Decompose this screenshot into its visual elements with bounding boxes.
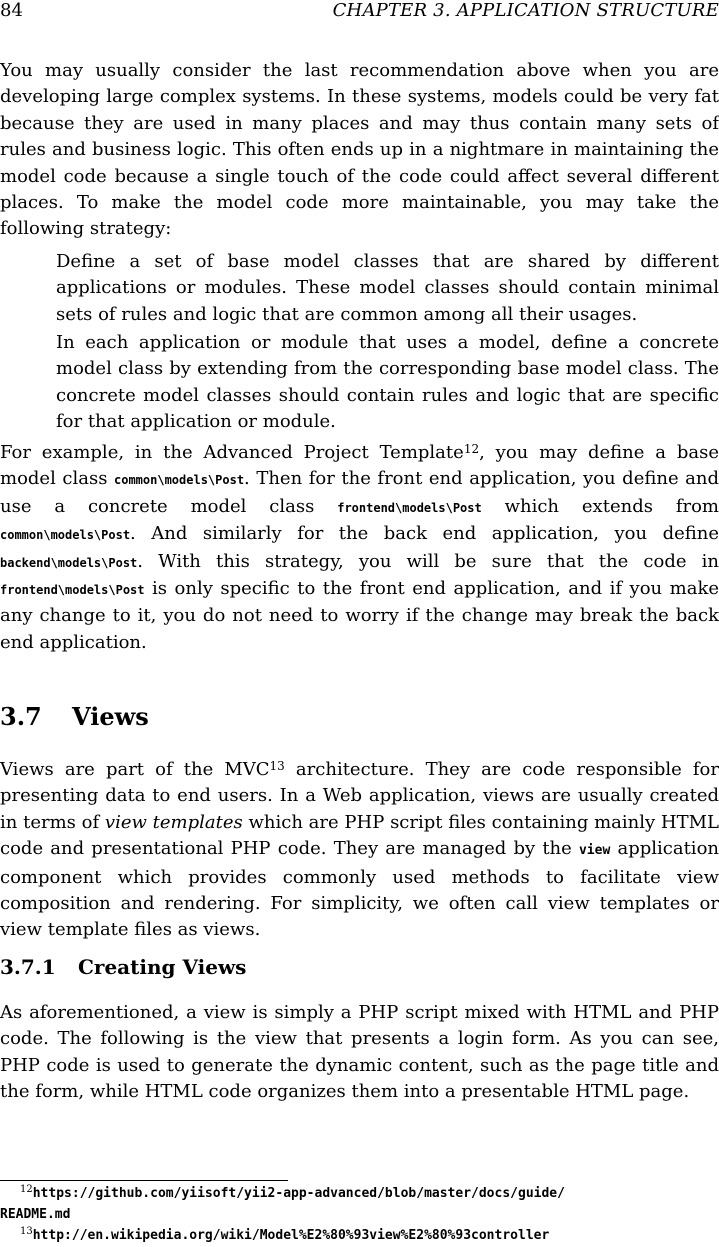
footnote-12-continued <box>0 1204 719 1225</box>
example-text-2: , you may define a base model class <box>0 442 719 490</box>
example-paragraph <box>0 440 719 656</box>
footnote-divider <box>0 1180 288 1181</box>
page-header <box>0 0 719 22</box>
code-backend-models-post: backend\models\Post <box>0 555 138 570</box>
section-title: Views <box>72 702 149 731</box>
footnote-13 <box>0 1225 719 1246</box>
code-common-models-post-2: common\models\Post <box>0 528 131 543</box>
footnote-12 <box>0 1183 719 1204</box>
creating-views-paragraph: As aforementioned, a view is simply a PHP script mixed with HTML and PHP code. The following is the view that presents a login form. As you can see, PHP code is used to generate the dynamic content, such as the page title and the form, while HTML code organizes them into a presentable HTML page. <box>0 1002 719 1103</box>
code-frontend-models-post: frontend\models\Post <box>337 500 482 515</box>
footnote-13-link[interactable]: http://en.wikipedia.org/wiki/Model%E2%80%93view%E2%80%93controller <box>32 1228 550 1243</box>
intro-paragraph: You may usually consider the last recommendation above when you are developing large complex systems. In these systems, models could be very fat because they are used in many places and may thus contain many sets of rules and business logic. This often ends up in a nightmare in maintaining the model code because a single touch of the code could affect several different places. To make the model code more maintainable, you may take the following strategy: <box>0 60 719 240</box>
views-text-2: architecture. They are code responsible for presenting data to end users. In a Web application, views are usually created in terms of <box>0 759 719 833</box>
example-text-4: which extends from <box>481 495 719 517</box>
example-text-7: is only specific to the front end application, and if you make any change to it, you do not need to worry if the change may break the back end application. <box>0 578 719 653</box>
example-text-6: . With this strategy, you will be sure that the code in <box>137 550 719 572</box>
example-text-1: For example, in the Advanced Project Template <box>0 442 464 463</box>
view-templates-term: view templates <box>104 811 243 833</box>
subsection-number: 3.7.1 <box>0 955 56 979</box>
footnote-12-link[interactable]: https://github.com/yiisoft/yii2-app-advanced/blob/master/docs/guide/ <box>32 1186 565 1201</box>
strategy-item-1: Define a set of base model classes that are shared by different applications or modules. These model classes should contain minimal sets of rules and logic that are common among all their usages. <box>56 251 719 325</box>
section-number: 3.7 <box>0 702 42 731</box>
views-text-4: application component which provides commonly used methods to facilitate view composition and rendering. For simplicity, we often call view templates or view template files as views. <box>0 838 719 941</box>
subsection-title: Creating Views <box>78 955 247 979</box>
code-view: view <box>578 843 611 859</box>
views-text-1: Views are part of the MVC <box>0 759 270 780</box>
views-paragraph <box>0 757 719 944</box>
views-text-3: which are PHP script files containing mainly HTML code and presentational PHP code. They are managed by the <box>0 811 719 860</box>
code-common-models-post: common\models\Post <box>114 473 245 488</box>
footnote-12-marker: 12 <box>20 1184 33 1195</box>
section-heading <box>0 702 149 731</box>
chapter-title: CHAPTER 3. APPLICATION STRUCTURE <box>332 0 719 21</box>
footnote-ref-12: 12 <box>463 442 480 456</box>
example-text-5: . And similarly for the back end application, you define <box>130 523 719 545</box>
example-text-3: . Then for the front end application, you define and use a concrete model class <box>0 468 719 517</box>
page-number: 84 <box>0 0 23 21</box>
strategy-item-2: In each application or module that uses a model, define a concrete model class by extending from the corresponding base model class. The concrete model classes should contain rules and logic that are specific for that application or module. <box>56 332 719 433</box>
footnote-ref-13: 13 <box>269 759 285 773</box>
code-frontend-models-post-2: frontend\models\Post <box>0 583 145 598</box>
footnote-12-link-continued[interactable]: README.md <box>0 1207 71 1222</box>
subsection-heading <box>0 955 246 979</box>
footnote-13-marker: 13 <box>20 1226 33 1237</box>
